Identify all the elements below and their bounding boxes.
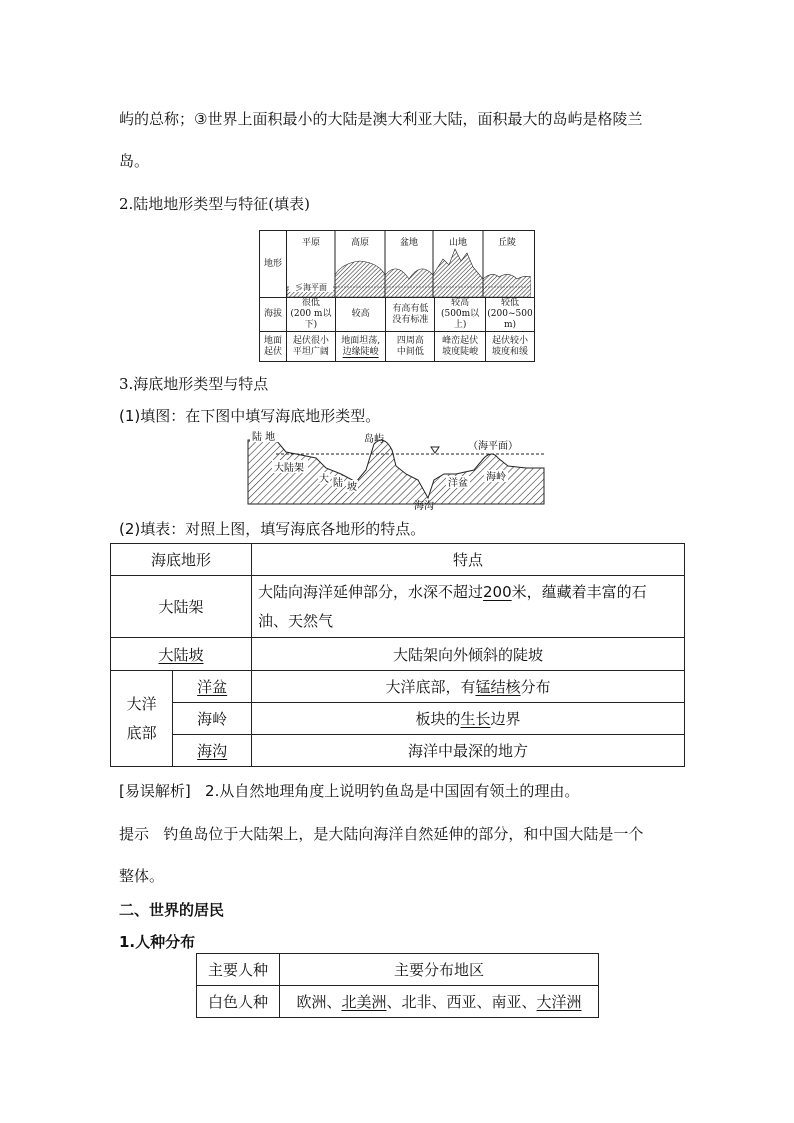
- section-heading: 二、世界的居民: [119, 901, 225, 919]
- sea-level-label: ≶海平面: [295, 283, 328, 292]
- relief-cell: 起伏很小 平坦广阔: [287, 332, 336, 362]
- table-cell: 板块的生长边界: [252, 703, 685, 735]
- seafloor-table: [110, 543, 685, 767]
- table-cell: 大陆架向外倾斜的陡坡: [252, 638, 685, 671]
- table-cell: 大洋底部，有锰结核分布: [252, 671, 685, 703]
- section-heading: 3.海底地形类型与特点: [119, 375, 269, 393]
- altitude-cell: 有高有低 没有标准: [386, 298, 435, 332]
- table-cell: 白色人种: [197, 986, 280, 1018]
- type-label: 高原: [351, 238, 370, 248]
- type-label: 丘陵: [498, 238, 517, 248]
- table-cell: 海岭: [173, 703, 252, 735]
- landform-profile: [287, 231, 531, 297]
- label-sea-level: （海平面）: [468, 441, 518, 452]
- table-header: 主要人种: [197, 954, 280, 986]
- type-label: 盆地: [400, 238, 419, 248]
- table-header: 主要分布地区: [280, 954, 599, 986]
- table-header: 海底地形: [111, 544, 252, 576]
- table-cell: 大洋 底部: [111, 671, 173, 767]
- table-cell: 洋盆: [173, 671, 252, 703]
- type-label: 山地: [449, 238, 468, 248]
- label-basin: 洋盆: [448, 478, 468, 489]
- paragraph-line: 屿的总称；③世界上面积最小的大陆是澳大利亚大陆，面积最大的岛屿是格陵兰: [119, 110, 643, 128]
- landform-table: [259, 230, 535, 362]
- label-slope: 大: [319, 474, 329, 485]
- section-heading: 1.人种分布: [119, 933, 196, 951]
- tip-answer: 提示 钓鱼岛位于大陆架上，是大陆向海洋自然延伸的部分，和中国大陆是一个: [119, 825, 644, 843]
- race-table: [196, 953, 599, 1018]
- tip-answer: 整体。: [119, 867, 165, 885]
- table-cell: 大陆架: [111, 576, 252, 638]
- label-slope: 坡: [347, 482, 357, 493]
- landform-profile-cell: [287, 231, 535, 298]
- table-cell: 欧洲、北美洲、北非、西亚、南亚、大洋洲: [280, 986, 599, 1018]
- row-label: 地形: [260, 231, 287, 298]
- type-label: 平原: [302, 238, 321, 248]
- label-slope: 陆: [333, 478, 343, 489]
- label-land: 陆 地: [252, 432, 276, 443]
- label-ridge: 海岭: [486, 472, 506, 483]
- altitude-cell: 较低 (200~500 m): [487, 298, 533, 330]
- paragraph-line: 岛。: [119, 152, 150, 170]
- label-island: 岛屿: [364, 434, 384, 445]
- sub-heading: (1)填图：在下图中填写海底地形类型。: [119, 407, 381, 425]
- altitude-cell: 很低 (200 m以下): [287, 298, 336, 332]
- section-heading: 2.陆地地形类型与特征(填表): [119, 195, 311, 213]
- sub-heading: (2)填表：对照上图，填写海底各地形的特点。: [119, 520, 426, 538]
- table-header: 特点: [252, 544, 685, 576]
- table-cell: 海洋中最深的地方: [252, 735, 685, 767]
- relief-cell: 起伏较小 坡度和缓: [485, 332, 534, 362]
- table-cell: 大陆向海洋延伸部分，水深不超过200米，蕴藏着丰富的石 油、天然气: [252, 576, 685, 638]
- row-label: 海拔: [260, 298, 287, 332]
- seafloor-diagram: [246, 430, 546, 510]
- label-trench: 海沟: [414, 501, 434, 510]
- relief-cell: 峰峦起伏 坡度陡峻: [435, 332, 486, 362]
- relief-cell: 地面坦荡, 边缘陡峻: [335, 332, 386, 362]
- altitude-cell: 较高: [335, 298, 386, 332]
- label-shelf: 大陆架: [274, 463, 304, 474]
- table-cell: 大陆坡: [111, 638, 252, 671]
- relief-cell: 四周高 中间低: [386, 332, 435, 362]
- table-cell: 海沟: [173, 735, 252, 767]
- tip-question: [易误解析] 2.从自然地理角度上说明钓鱼岛是中国固有领土的理由。: [119, 782, 580, 800]
- row-label: 地面 起伏: [260, 332, 287, 362]
- altitude-cell: 较高 (500m以上): [435, 298, 486, 332]
